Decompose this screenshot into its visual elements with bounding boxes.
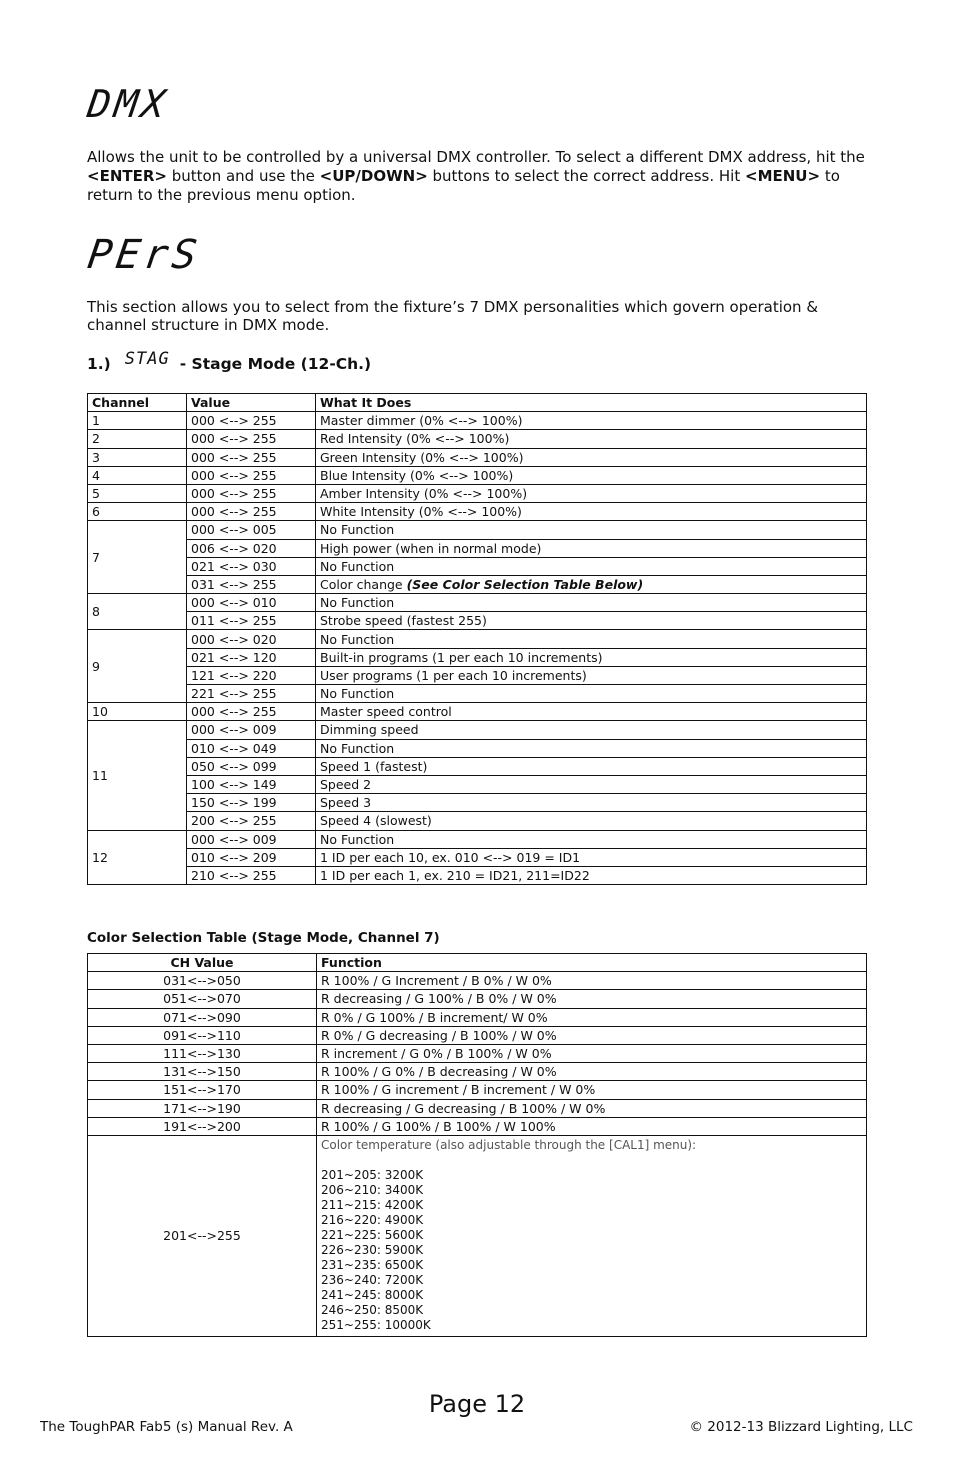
description-text: White Intensity (0% <--> 100%)	[320, 504, 522, 520]
ch-value-cell: 171<-->190	[88, 1099, 317, 1117]
table-row	[88, 703, 867, 721]
function-cell: R 100% / G 100% / B 100% / W 100%	[317, 1117, 867, 1135]
table-row	[88, 685, 867, 703]
description-cell	[316, 612, 867, 630]
description-cell	[316, 484, 867, 502]
value-cell: 000 <--> 255	[187, 503, 316, 521]
stag-lcd-label: STAG	[124, 349, 170, 369]
color-temperature-line: 246~250: 8500K	[321, 1302, 424, 1317]
description-text: 1 ID per each 1, ex. 210 = ID21, 211=ID22	[320, 867, 590, 883]
value-cell: 000 <--> 255	[187, 448, 316, 466]
ch-value-cell: 091<-->110	[88, 1026, 317, 1044]
table-row	[88, 575, 867, 593]
table-row	[88, 830, 867, 848]
table-row	[88, 503, 867, 521]
channel-cell: 3	[88, 448, 187, 466]
table-row	[88, 466, 867, 484]
description-cell	[316, 539, 867, 557]
channel-cell: 9	[88, 630, 187, 703]
table-row	[88, 1044, 867, 1062]
description-cell	[316, 594, 867, 612]
dmx-text-4: to return to the previous menu option.	[87, 167, 840, 204]
table-row	[88, 1026, 867, 1044]
value-cell: 200 <--> 255	[187, 812, 316, 830]
description-text: Master dimmer (0% <--> 100%)	[320, 413, 523, 429]
ch-value-cell: 131<-->150	[88, 1063, 317, 1081]
description-cell	[316, 648, 867, 666]
description-cell	[316, 794, 867, 812]
value-cell: 006 <--> 020	[187, 539, 316, 557]
function-cell: R 100% / G 0% / B decreasing / W 0%	[317, 1063, 867, 1081]
table-row	[88, 666, 867, 684]
description-cell	[316, 430, 867, 448]
ch-value-cell: 071<-->090	[88, 1008, 317, 1026]
table-row	[88, 1081, 867, 1099]
channel-cell: 7	[88, 521, 187, 594]
value-cell: 000 <--> 005	[187, 521, 316, 539]
channel-cell: 1	[88, 412, 187, 430]
stage-mode-channel-table	[87, 393, 867, 885]
color-temperature-line: 221~225: 5600K	[321, 1227, 424, 1242]
description-text: No Function	[320, 558, 395, 574]
description-cell	[316, 412, 867, 430]
color-temperature-line: 211~215: 4200K	[321, 1197, 424, 1212]
description-text: No Function	[320, 522, 395, 538]
dmx-heading: DMX	[84, 82, 172, 126]
table-row	[88, 557, 867, 575]
value-cell: 000 <--> 255	[187, 466, 316, 484]
table-row	[88, 775, 867, 793]
value-cell: 121 <--> 220	[187, 666, 316, 684]
table-row	[88, 648, 867, 666]
value-cell: 000 <--> 010	[187, 594, 316, 612]
description-cell	[316, 521, 867, 539]
function-cell: R 100% / G Increment / B 0% / W 0%	[317, 972, 867, 990]
function-cell: R 0% / G decreasing / B 100% / W 0%	[317, 1026, 867, 1044]
description-text: Strobe speed (fastest 255)	[320, 613, 487, 629]
value-cell: 210 <--> 255	[187, 866, 316, 884]
description-text: Red Intensity (0% <--> 100%)	[320, 431, 510, 447]
table-row	[88, 448, 867, 466]
table-row	[88, 430, 867, 448]
color-temperature-line: 226~230: 5900K	[321, 1242, 424, 1257]
description-cell	[316, 757, 867, 775]
description-cell	[316, 448, 867, 466]
description-text: Color change	[320, 576, 407, 592]
description-cell	[316, 630, 867, 648]
table-row	[88, 812, 867, 830]
value-cell: 000 <--> 009	[187, 721, 316, 739]
table-row	[88, 1117, 867, 1135]
description-cell	[316, 775, 867, 793]
value-cell: 150 <--> 199	[187, 794, 316, 812]
menu-key-label: <MENU>	[745, 167, 821, 185]
value-cell: 031 <--> 255	[187, 575, 316, 593]
value-cell: 050 <--> 099	[187, 757, 316, 775]
description-cell	[316, 503, 867, 521]
color-temperature-line: 236~240: 7200K	[321, 1272, 424, 1287]
description-text: No Function	[320, 740, 395, 756]
description-text: No Function	[320, 595, 395, 611]
description-text: Amber Intensity (0% <--> 100%)	[320, 486, 528, 502]
channel-cell: 2	[88, 430, 187, 448]
value-cell: 000 <--> 020	[187, 630, 316, 648]
channel-cell: 4	[88, 466, 187, 484]
header-value: Value	[187, 394, 316, 412]
description-cell	[316, 721, 867, 739]
color-temperature-cell	[317, 1135, 867, 1336]
value-cell: 000 <--> 009	[187, 830, 316, 848]
page-number: Page 12	[428, 1390, 526, 1418]
table-row	[88, 521, 867, 539]
header-function: Function	[317, 954, 867, 972]
table-row	[88, 866, 867, 884]
function-cell: R 0% / G 100% / B increment/ W 0%	[317, 1008, 867, 1026]
table-header-row	[88, 954, 867, 972]
ch-value-cell: 111<-->130	[88, 1044, 317, 1062]
color-temperature-line: 251~255: 10000K	[321, 1317, 431, 1332]
description-cell	[316, 848, 867, 866]
value-cell: 000 <--> 255	[187, 430, 316, 448]
description-text: Speed 4 (slowest)	[320, 813, 432, 829]
color-temperature-intro: Color temperature (also adjustable through the [CAL1] menu):	[321, 1137, 697, 1152]
description-cell	[316, 575, 867, 593]
mode-title: - Stage Mode (12-Ch.)	[179, 355, 372, 373]
ch-value-cell: 031<-->050	[88, 972, 317, 990]
mode-number: 1.)	[87, 355, 111, 373]
color-table-title: Color Selection Table (Stage Mode, Channel 7)	[87, 930, 440, 946]
color-temperature-row	[88, 1135, 867, 1336]
channel-cell: 6	[88, 503, 187, 521]
footer-copyright: © 2012-13 Blizzard Lighting, LLC	[689, 1419, 913, 1435]
channel-cell: 5	[88, 484, 187, 502]
color-table-reference: (See Color Selection Table Below)	[406, 576, 644, 592]
table-row	[88, 1099, 867, 1117]
color-temperature-line: 231~235: 6500K	[321, 1257, 424, 1272]
channel-cell: 10	[88, 703, 187, 721]
header-ch-value: CH Value	[88, 954, 317, 972]
dmx-text-2: button and use the	[166, 167, 320, 185]
header-what-it-does: What It Does	[316, 394, 867, 412]
enter-key-label: <ENTER>	[87, 167, 167, 185]
table-row	[88, 484, 867, 502]
description-text: 1 ID per each 10, ex. 010 <--> 019 = ID1	[320, 849, 581, 865]
ch-value-cell: 191<-->200	[88, 1117, 317, 1135]
description-text: Speed 1 (fastest)	[320, 758, 428, 774]
description-text: No Function	[320, 831, 395, 847]
table-row	[88, 1063, 867, 1081]
description-cell	[316, 557, 867, 575]
description-text: High power (when in normal mode)	[320, 540, 542, 556]
color-temperature-line: 201~205: 3200K	[321, 1167, 424, 1182]
value-cell: 011 <--> 255	[187, 612, 316, 630]
value-cell: 010 <--> 049	[187, 739, 316, 757]
description-text: Speed 2	[320, 777, 372, 793]
description-cell	[316, 739, 867, 757]
value-cell: 221 <--> 255	[187, 685, 316, 703]
color-temperature-line: 241~245: 8000K	[321, 1287, 424, 1302]
table-row	[88, 1008, 867, 1026]
value-cell: 021 <--> 030	[187, 557, 316, 575]
function-cell: R 100% / G increment / B increment / W 0%	[317, 1081, 867, 1099]
footer-manual-title: The ToughPAR Fab5 (s) Manual Rev. A	[40, 1419, 293, 1435]
table-row	[88, 972, 867, 990]
table-row	[88, 612, 867, 630]
dmx-description	[87, 148, 877, 205]
table-row	[88, 594, 867, 612]
up-down-key-label: <UP/DOWN>	[319, 167, 428, 185]
dmx-text-1: Allows the unit to be controlled by a universal DMX controller. To select a different DMX address, hit the	[87, 148, 865, 166]
value-cell: 100 <--> 149	[187, 775, 316, 793]
table-row	[88, 721, 867, 739]
description-cell	[316, 812, 867, 830]
ch-value-cell: 151<-->170	[88, 1081, 317, 1099]
dmx-text-3: buttons to select the correct address. Hit	[427, 167, 745, 185]
table-row	[88, 794, 867, 812]
description-text: Blue Intensity (0% <--> 100%)	[320, 467, 514, 483]
channel-cell: 12	[88, 830, 187, 885]
channel-cell: 8	[88, 594, 187, 630]
function-cell: R decreasing / G decreasing / B 100% / W 0%	[317, 1099, 867, 1117]
table-row	[88, 739, 867, 757]
color-temperature-line: 216~220: 4900K	[321, 1212, 424, 1227]
value-cell: 000 <--> 255	[187, 412, 316, 430]
function-cell: R decreasing / G 100% / B 0% / W 0%	[317, 990, 867, 1008]
ch-value-cell: 051<-->070	[88, 990, 317, 1008]
color-selection-table	[87, 953, 867, 1337]
table-row	[88, 630, 867, 648]
description-cell	[316, 666, 867, 684]
table-row	[88, 539, 867, 557]
description-text: Dimming speed	[320, 722, 419, 738]
function-cell: R increment / G 0% / B 100% / W 0%	[317, 1044, 867, 1062]
value-cell: 000 <--> 255	[187, 484, 316, 502]
description-cell	[316, 466, 867, 484]
description-text: Green Intensity (0% <--> 100%)	[320, 449, 524, 465]
stage-mode-heading	[87, 349, 372, 374]
description-cell	[316, 866, 867, 884]
table-row	[88, 848, 867, 866]
description-text: No Function	[320, 631, 395, 647]
description-cell	[316, 830, 867, 848]
value-cell: 000 <--> 255	[187, 703, 316, 721]
ch-value-cell: 201<-->255	[88, 1135, 317, 1336]
description-text: Built-in programs (1 per each 10 increments)	[320, 649, 603, 665]
peps-heading: PErS	[84, 232, 204, 278]
value-cell: 021 <--> 120	[187, 648, 316, 666]
value-cell: 010 <--> 209	[187, 848, 316, 866]
header-channel: Channel	[88, 394, 187, 412]
table-row	[88, 757, 867, 775]
color-temperature-line: 206~210: 3400K	[321, 1182, 424, 1197]
table-row	[88, 412, 867, 430]
description-text: No Function	[320, 686, 395, 702]
description-cell	[316, 685, 867, 703]
table-header-row	[88, 394, 867, 412]
description-text: Speed 3	[320, 795, 372, 811]
channel-cell: 11	[88, 721, 187, 830]
peps-description: This section allows you to select from the fixture’s 7 DMX personalities which govern operation & channel structure in DMX mode.	[87, 298, 819, 334]
description-cell	[316, 703, 867, 721]
description-text: User programs (1 per each 10 increments)	[320, 667, 587, 683]
table-row	[88, 990, 867, 1008]
description-text: Master speed control	[320, 704, 452, 720]
